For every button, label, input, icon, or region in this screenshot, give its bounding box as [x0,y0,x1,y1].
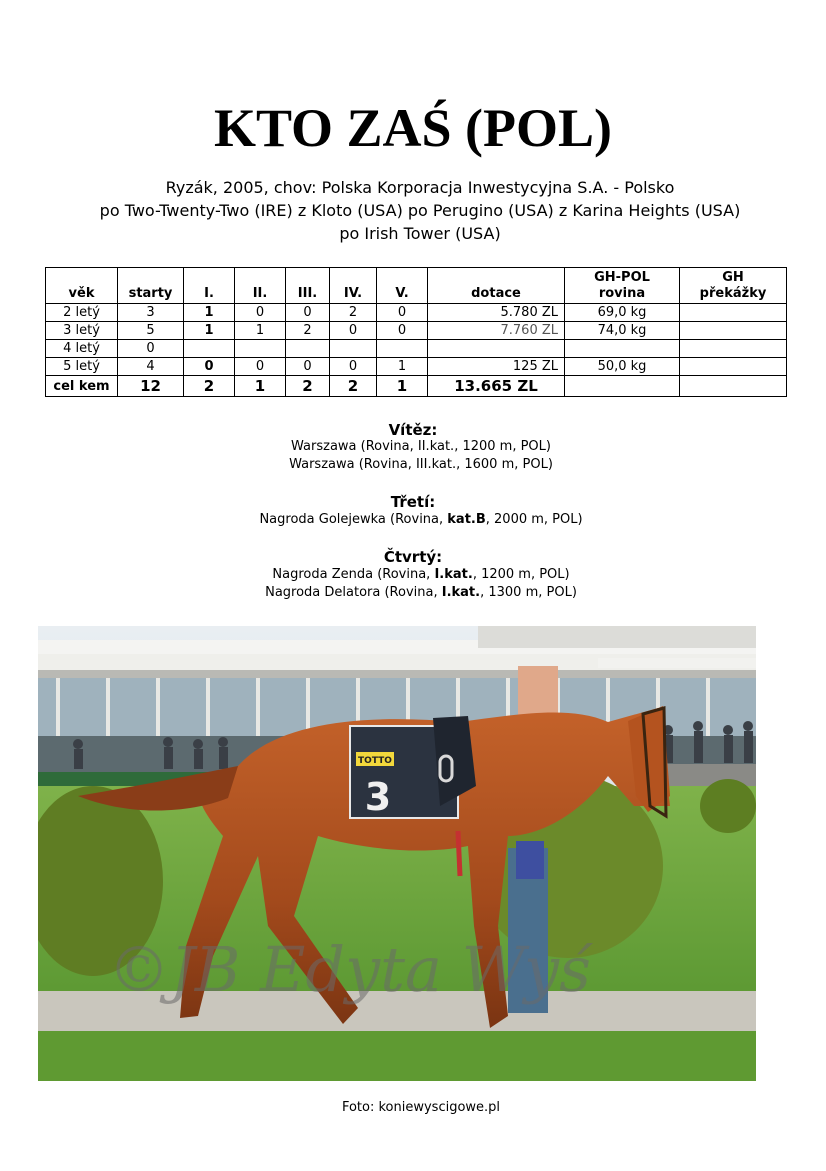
table-row [46,358,787,376]
cell-fifth: 1 [377,358,428,376]
total-label: cel kem [46,376,118,397]
total-prize: 13.665 ZL [428,376,565,397]
cell-gh-jump [680,358,787,376]
fourth-race: Nagroda Delatora (Rovina, I.kat., 1300 m, POL) [265,585,577,600]
pedigree-line-2: po Irish Tower (USA) [339,224,501,243]
cell-first [184,340,235,358]
header-age: věk [46,268,118,304]
photo-credit: Foto: koniewyscigowe.pl [341,1100,501,1115]
cell-fourth: 0 [330,358,377,376]
cell-gh-flat: 74,0 kg [565,322,680,340]
page-title: KTO ZAŚ (POL) [213,98,613,158]
header-second: II. [235,268,286,304]
cell-third: 0 [286,358,330,376]
total-starts: 12 [118,376,184,397]
header-third: III. [286,268,330,304]
winner-race: Warszawa (Rovina, II.kat., 1200 m, POL) [291,439,551,454]
header-gh-pol-flat: GH-POL rovina [565,268,680,304]
total-third: 2 [286,376,330,397]
cell-gh-jump [680,322,787,340]
race-statistics-table [45,267,787,397]
cell-fifth: 0 [377,322,428,340]
winner-race: Warszawa (Rovina, III.kat., 1600 m, POL) [289,457,553,472]
cell-fifth: 0 [377,304,428,322]
table-row [46,322,787,340]
cell-starts: 0 [118,340,184,358]
photo-watermark: ©JB Edyta Wyś [108,933,591,1006]
cell-gh-flat [565,340,680,358]
cell-second: 1 [235,322,286,340]
cell-age: 3 letý [46,322,118,340]
cell-prize: 125 ZL [428,358,565,376]
cell-age: 4 letý [46,340,118,358]
cell-third [286,340,330,358]
header-first: I. [184,268,235,304]
horse-photo [38,626,756,1081]
header-prize: dotace [428,268,565,304]
total-second: 1 [235,376,286,397]
cell-second: 0 [235,358,286,376]
total-gh-jump [680,376,787,397]
header-gh-jump: GH překážky [680,268,787,304]
cell-second: 0 [235,304,286,322]
cell-fourth: 0 [330,322,377,340]
header-fourth: IV. [330,268,377,304]
cell-gh-flat: 69,0 kg [565,304,680,322]
saddle-cloth-brand: TOTTO [358,756,392,766]
cell-gh-jump [680,340,787,358]
cell-prize: 5.780 ZL [428,304,565,322]
cell-starts: 4 [118,358,184,376]
table-row [46,304,787,322]
cell-fifth [377,340,428,358]
header-fifth: V. [377,268,428,304]
header-starts: starty [118,268,184,304]
cell-fourth: 2 [330,304,377,322]
table-total-row [46,376,787,397]
third-heading: Třetí: [390,493,436,511]
cell-gh-jump [680,304,787,322]
cell-second [235,340,286,358]
cell-first: 0 [184,358,235,376]
cell-starts: 5 [118,322,184,340]
third-race: Nagroda Golejewka (Rovina, kat.B, 2000 m, POL) [259,512,583,527]
fourth-heading: Čtvrtý: [383,548,443,566]
cell-age: 5 letý [46,358,118,376]
cell-third: 2 [286,322,330,340]
cell-fourth [330,340,377,358]
total-fourth: 2 [330,376,377,397]
fourth-race: Nagroda Zenda (Rovina, I.kat., 1200 m, POL) [272,567,570,582]
saddle-number: 3 [364,775,392,819]
pedigree-line: po Two-Twenty-Two (IRE) z Kloto (USA) po Perugino (USA) z Karina Heights (USA) [99,201,741,220]
winner-heading: Vítěz: [388,421,438,439]
cell-first: 1 [184,322,235,340]
table-row [46,340,787,358]
cell-prize: 7.760 ZL [428,322,565,340]
table-header-row [46,268,787,304]
cell-first: 1 [184,304,235,322]
cell-third: 0 [286,304,330,322]
cell-starts: 3 [118,304,184,322]
total-gh-flat [565,376,680,397]
cell-age: 2 letý [46,304,118,322]
cell-gh-flat: 50,0 kg [565,358,680,376]
cell-prize [428,340,565,358]
total-fifth: 1 [377,376,428,397]
breeding-info-line: Ryzák, 2005, chov: Polska Korporacja Inwestycyjna S.A. - Polsko [165,178,675,197]
total-first: 2 [184,376,235,397]
